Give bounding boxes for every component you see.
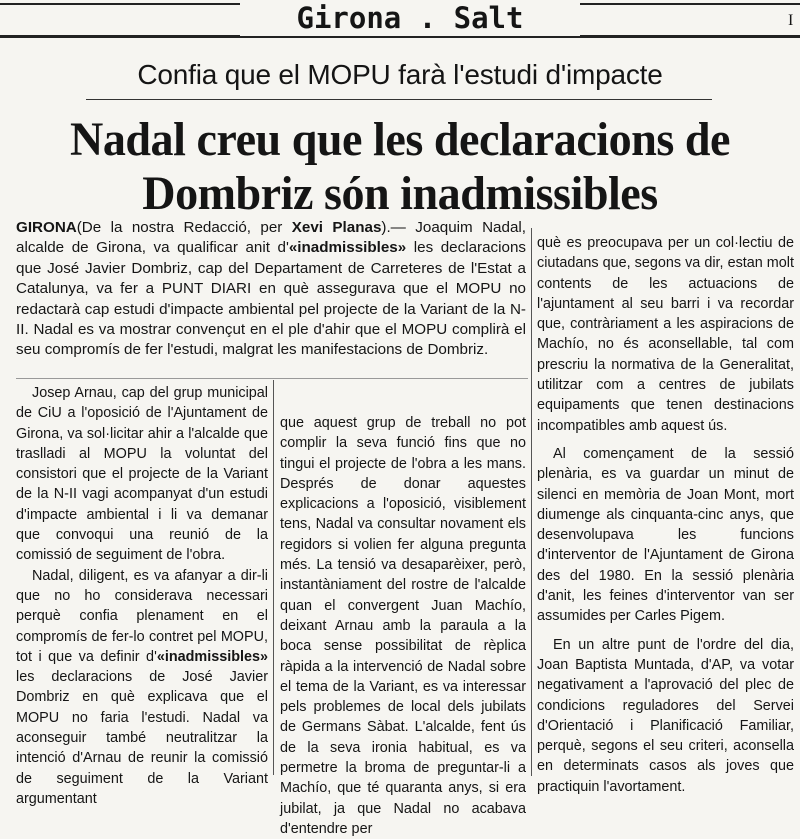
column-rule-2 — [531, 228, 532, 776]
article-column-1 — [16, 383, 268, 809]
dateline-close: ).— — [381, 219, 416, 236]
lead-text-a: Joaquim Nadal, alcalde de Girona, va qualificar anit d' — [16, 219, 526, 257]
column-rule-1 — [273, 380, 274, 775]
dateline-author: Xevi Planas — [291, 219, 382, 236]
lead-text-b: les declaracions que José Javier Dombriz, cap del Departament de Carreteres de l'Estat a Catalunya, va fer a PUNT DIARI en què assegurava que el MOPU no redactarà cap estudi d'impacte ambiental pel projecte de la Variant de la N-II. Nadal es va mostrar convençut en el ple d'ahir que el MOPU complirà el seu compromís de fer l'estudi, malgrat les manifestacions de Dombriz. — [16, 239, 527, 359]
col1-p2-text-b: les declaracions de José Javier Dombriz en què explicava que el MOPU no faria l'estudi. Nadal va aconseguir també neutralitzar la intenció d'Arnau de reunir la comissió de seguiment de la Variant argumentant — [16, 669, 268, 807]
lead-divider — [16, 378, 528, 379]
col1-p2-quote: «inadmissibles» — [156, 648, 268, 665]
article-column-2 — [280, 413, 526, 839]
subhead-underline — [86, 99, 712, 100]
article-headline — [16, 113, 784, 221]
column-3-paragraph-2: Al començament de la sessió plenària, es va guardar un minut de silenci en memòria de Joan Mont, mort diumenge als cinquanta-cinc anys, que desenvolupava les funcions d'interventor de l'Ajuntament de Girona des del 1980. En la sessió plenària d'anit, les feines d'interventor van ser assumides per Carles Pigem. — [537, 445, 794, 625]
page-marker: I — [788, 12, 794, 29]
lead-quote: «inadmissibles» — [288, 239, 407, 257]
article-column-3 — [537, 233, 794, 797]
column-2-paragraph-1: que aquest grup de treball no pot complir la seva funció fins que no tingui el projecte de l'obra a les mans. Després de donar aquestes explicacions a l'oposició, visiblement tens, Nadal va consultar novament els regidors si volien fer alguna pregunta més. La tensió va desaparèixer, però, instantàniament del rostre de l'alcalde quan el convergent Juan Machío, deixant Arnau amb la paraula a la boca sense possibilitat de rèplica ràpida a la intervenció de Nadal sobre el tema de la Variant, es va interessar pels problemes de local dels jubilats de Germans Sàbat. L'alcalde, fent ús de la seva ironia habitual, es va permetre la broma de preguntar-li a Machío, que té quaranta anys, si era jubilat, ja que Nadal no acabava d'entendre per — [280, 415, 526, 837]
headline-line-1: Nadal creu que les declaracions de — [70, 113, 730, 166]
dateline-city: GIRONA — [16, 219, 77, 236]
section-title: Girona . Salt — [240, 0, 580, 36]
dateline-open: (De la nostra Redacció, per — [76, 219, 292, 236]
section-header — [0, 0, 800, 40]
article-lead — [16, 218, 526, 361]
column-3-paragraph-1: què es preocupava per un col·lectiu de ciutadans que, segons va dir, estan molt contents de les actuacions de l'ajuntament al seu barri i va recordar que, contràriament a les aspiracions de Machío, no és aconsellable, tal com prescriu la normativa de la Generalitat, utilitzar com a centres de jubilats equipaments que tenen destinacions incompatibles amb aquest ús. — [537, 235, 794, 434]
headline-line-2: Dombriz són inadmissibles — [142, 167, 658, 220]
column-1-paragraph-1: Josep Arnau, cap del grup municipal de CiU a l'oposició de l'Ajuntament de Girona, va sol·licitar ahir a l'alcalde que traslladi al MOPU la voluntat del consistori que el projecte de la Variant de la N-II vagi acompanyat d'un estudi d'impacte ambiental i li va demanar que convoqui una reunió de la comissió de seguiment de l'obra. — [16, 385, 268, 564]
col1-p2-text-a: Nadal, diligent, es va afanyar a dir-li que no ho considerava necessari perquè confia plenament en el compromís de fer-lo contret pel MOPU, tot i que va definir d' — [16, 567, 268, 665]
article-subhead: Confia que el MOPU farà l'estudi d'impacte — [137, 59, 663, 90]
column-1-paragraph-2 — [16, 566, 268, 810]
column-3-paragraph-3: En un altre punt de l'ordre del dia, Joan Baptista Muntada, d'AP, va votar negativament a l'aprovació del plec de condicions reguladores del Servei d'Orientació i Planificació Familiar, perquè, segons el seu criteri, aconsella en determinats casos als joves que practiquin l'avortament. — [537, 636, 794, 795]
